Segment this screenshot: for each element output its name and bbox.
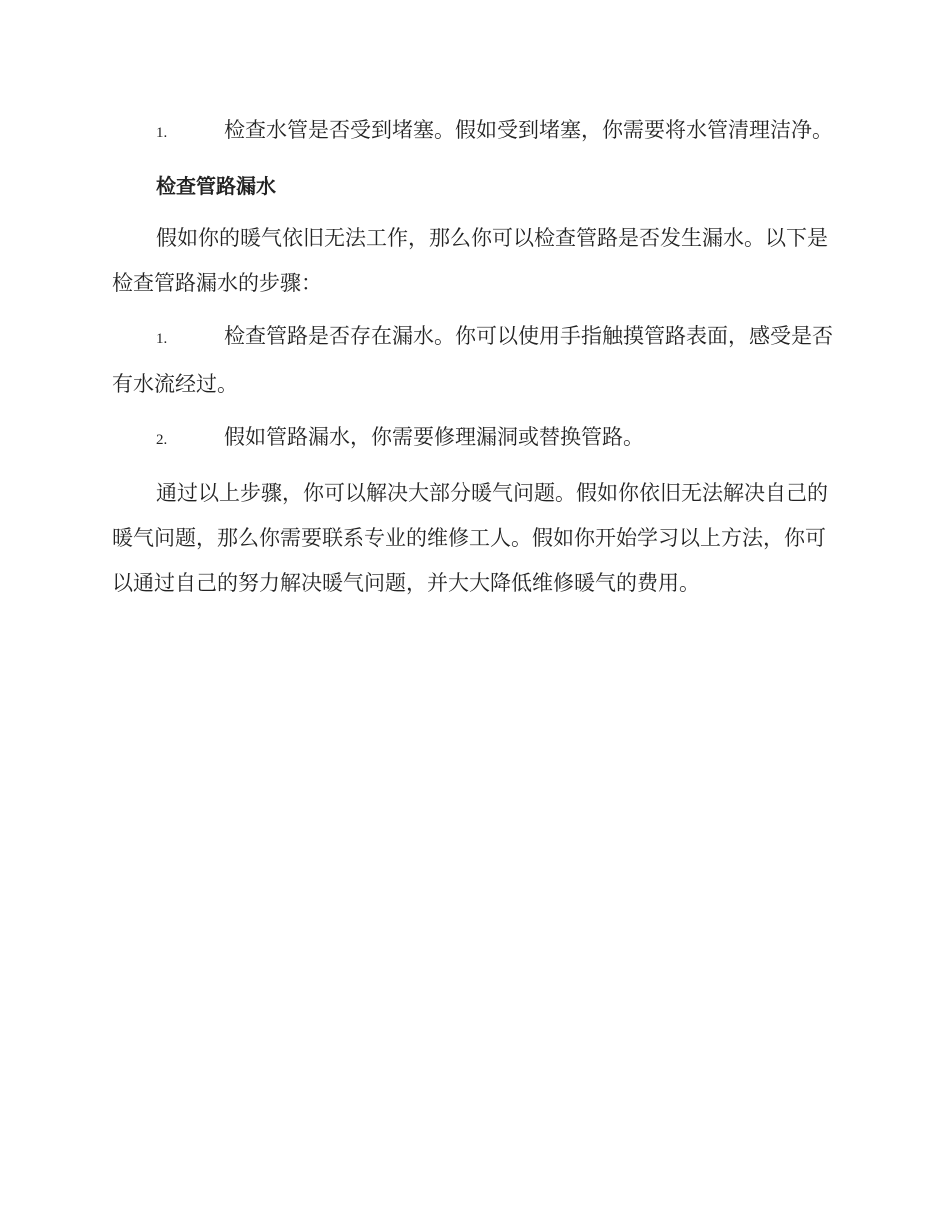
list-item-check-leak <box>112 314 834 407</box>
list-text: 检查水管是否受到堵塞。假如受到堵塞，你需要将水管清理洁净。 <box>224 118 833 142</box>
list-text: 检查管路是否存在漏水。你可以使用手指触摸管路表面，感受是否有水流经过。 <box>112 324 833 396</box>
list-number: 2. <box>156 432 168 448</box>
document-body <box>112 108 834 614</box>
list-item-unclog-pipe <box>112 108 834 156</box>
list-item-repair-pipe <box>112 415 834 463</box>
list-text: 假如管路漏水，你需要修理漏洞或替换管路。 <box>224 425 644 449</box>
conclusion-paragraph: 通过以上步骤，你可以解决大部分暖气问题。假如你依旧无法解决自己的暖气问题，那么你需要联系专业的维修工人。假如你开始学习以上方法，你可以通过自己的努力解决暖气问题，并大大降低维修暖气的费用。 <box>112 481 828 595</box>
list-number: 1. <box>156 125 168 141</box>
intro-paragraph: 假如你的暖气依旧无法工作，那么你可以检查管路是否发生漏水。以下是检查管路漏水的步骤： <box>112 226 828 295</box>
section-heading: 检查管路漏水 <box>156 174 276 198</box>
list-number: 1. <box>156 331 168 347</box>
